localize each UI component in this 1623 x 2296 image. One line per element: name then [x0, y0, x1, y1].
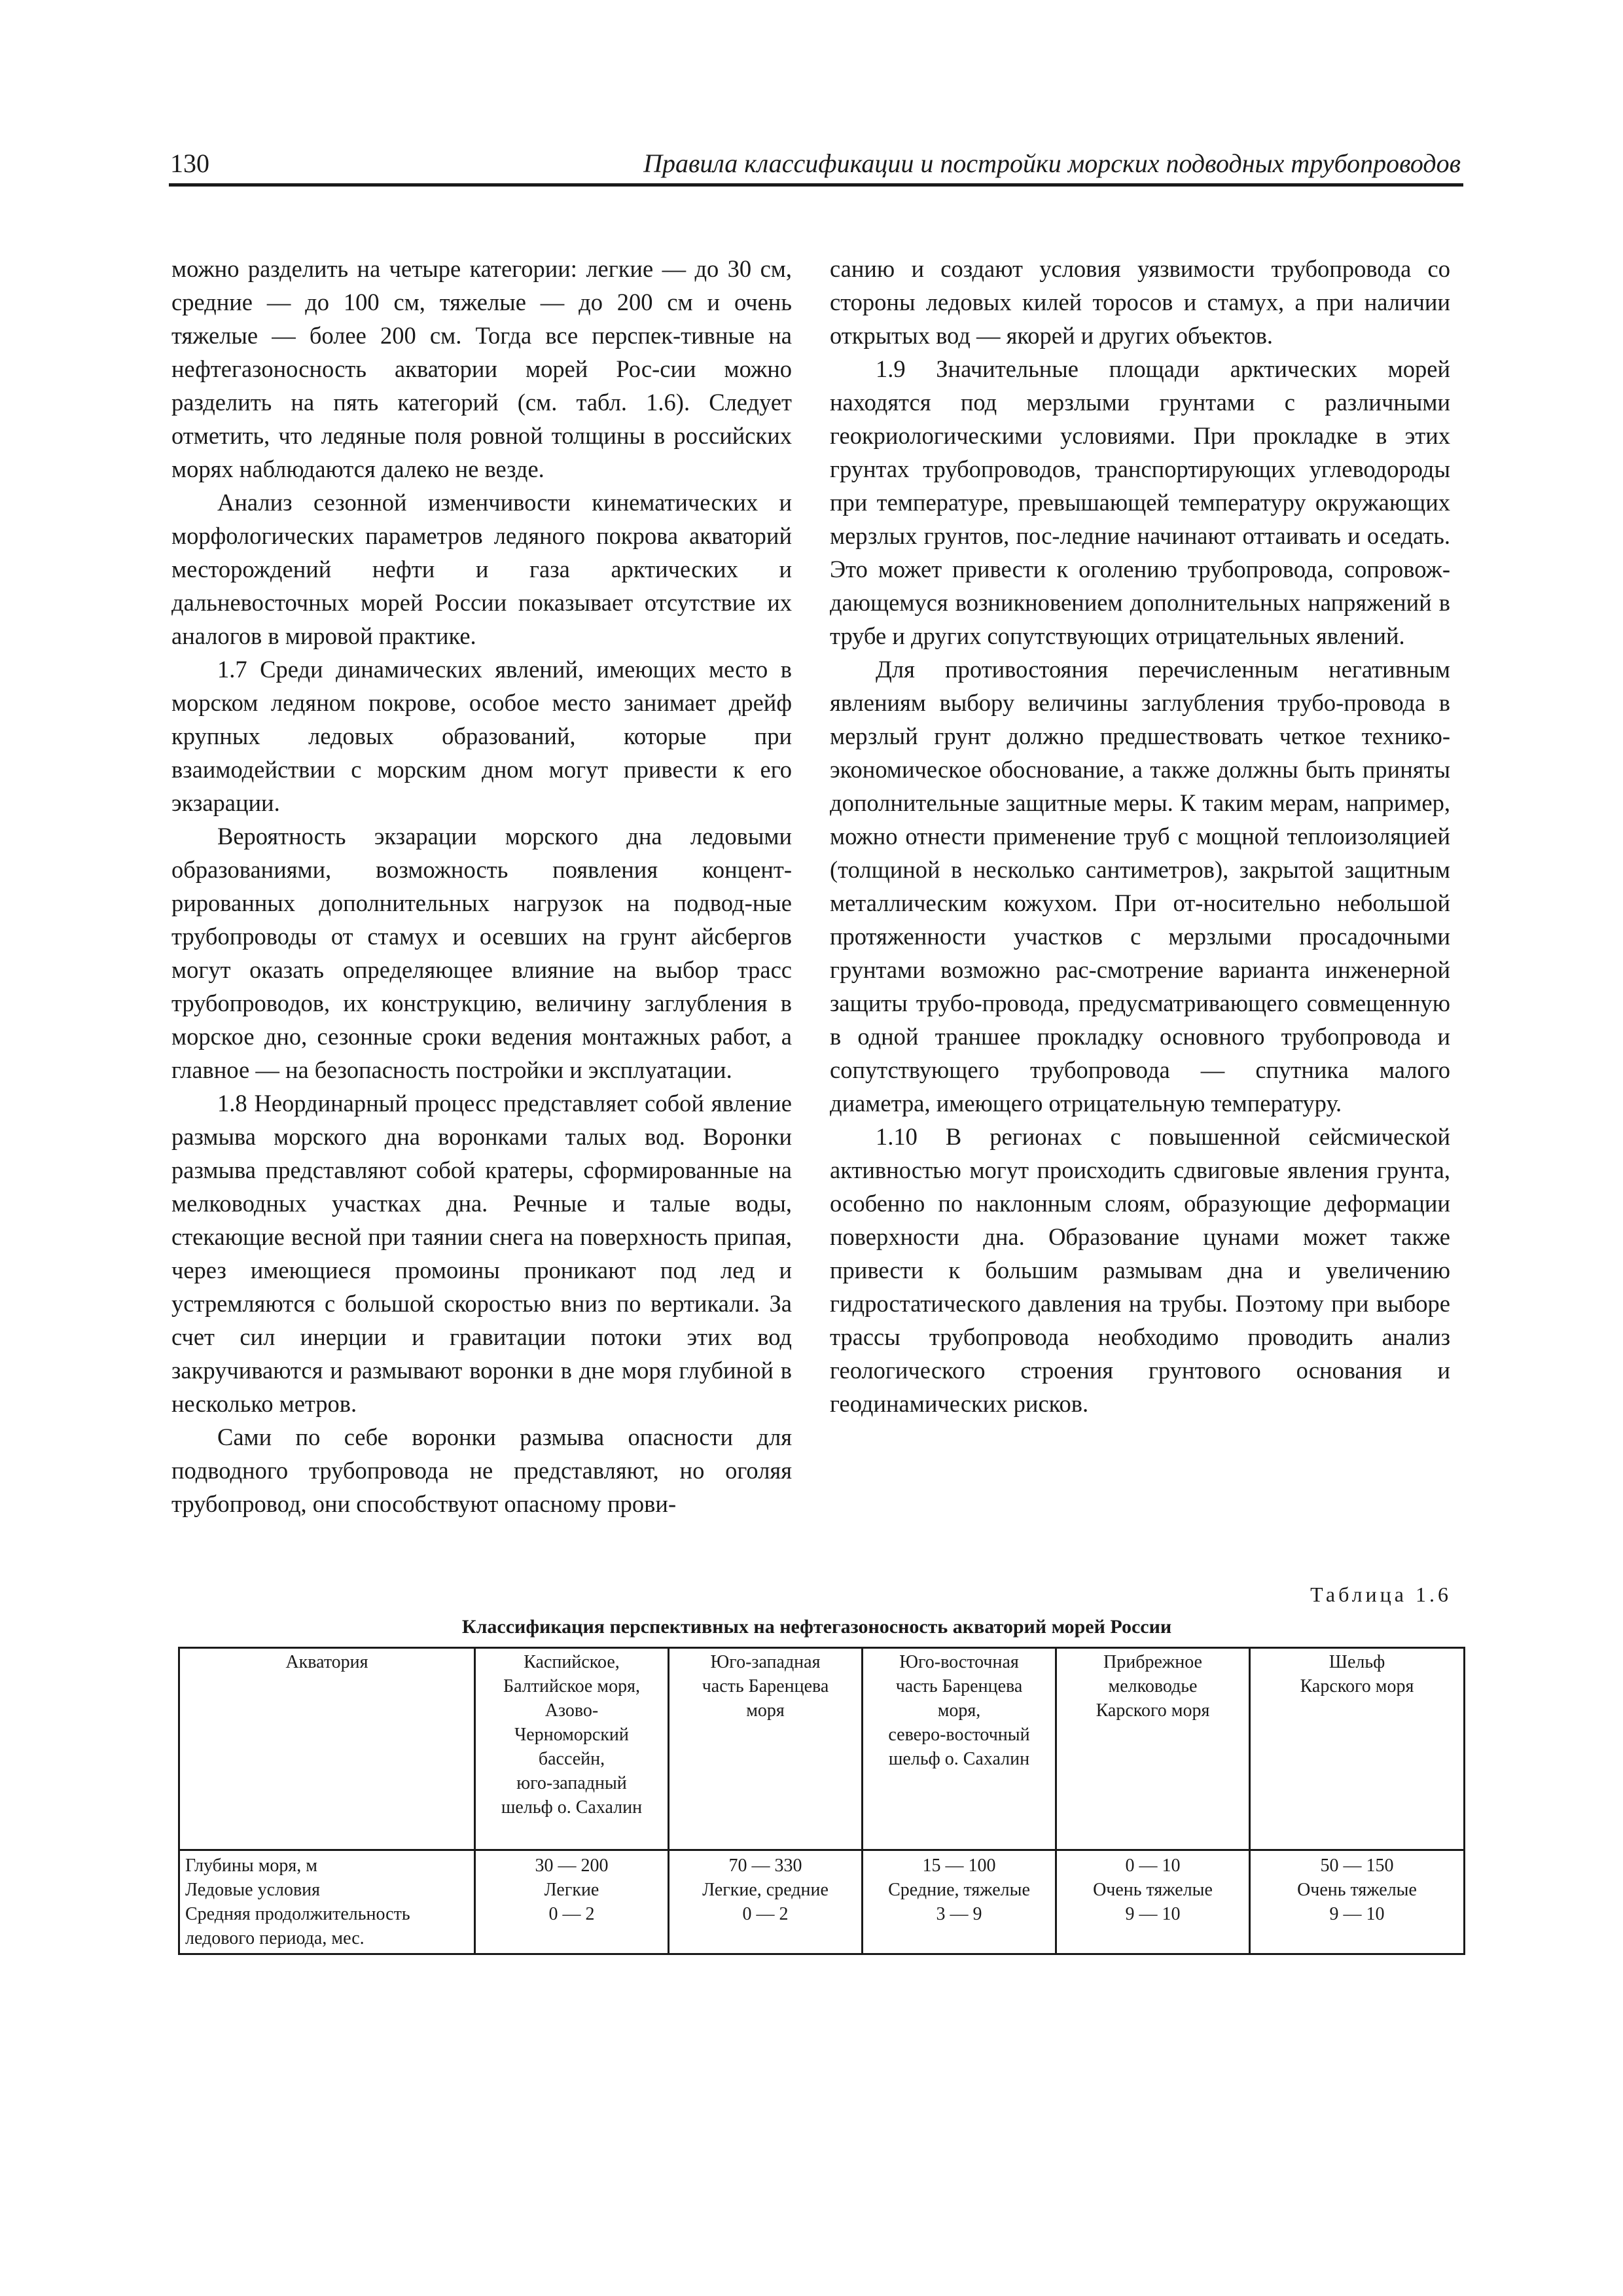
- paragraph: Вероятность экзарации морского дна ледовыми образованиями, возможность появления концент-рированных дополнительных нагрузок на подвод-ные трубопроводы от стамух и осевших на грунт айсбергов могут оказать определяющее влияние на выбор трасс трубопроводов, их конструкцию, величину заглубления в морское дно, сезонные сроки ведения монтажных работ, а главное — на безопасность постройки и эксплуатации.: [171, 823, 792, 1083]
- right-column: [830, 252, 1450, 1420]
- section-1-8: 1.8 Неординарный процесс представляет собой явление размыва морского дна воронками талых вод. Воронки размыва представляют собой кратеры, сформированные на мелководных участках дна. Речные и талые воды, стекающие весной при таянии снега на поверхность припая, через имеющиеся промоины проникают под лед и устремляются с большой скоростью вниз по вертикали. За счет сил инерции и гравитации потоки этих вод закручиваются и размывают воронки в дне моря глубиной в несколько метров.: [171, 1090, 792, 1417]
- running-title: Правила классификации и постройки морских подводных трубопроводов: [643, 149, 1461, 178]
- value-cell: 30 — 200 Легкие 0 — 2: [475, 1850, 669, 1954]
- header-cell: Юго-западная часть Баренцева моря: [669, 1648, 863, 1850]
- classification-table: [178, 1647, 1465, 1955]
- paragraph: Для противостояния перечисленным негативным явлениям выбору величины заглубления трубо-провода в мерзлый грунт должно предшествовать четкое технико-экономическое обоснование, а также должны быть приняты дополнительные защитные меры. К таким мерам, например, можно отнести применение труб с мощной теплоизоляцией (толщиной в несколько сантиметров), закрытой защитным металлическим кожухом. При от-носительно небольшой протяженности участков с мерзлыми просадочными грунтами возможно рас-смотрение варианта инженерной защиты трубо-провода, предусматривающего совмещенную в одной траншее прокладку основного трубопровода и сопутствующего трубопровода — спутника малого диаметра, имеющего отрицательную температуру.: [830, 656, 1450, 1117]
- value-cell: 70 — 330 Легкие, средние 0 — 2: [669, 1850, 863, 1954]
- section-number: 1.8: [217, 1090, 247, 1117]
- paragraph: Анализ сезонной изменчивости кинематических и морфологических параметров ледяного покрова акваторий месторождений нефти и газа арктических и дальневосточных морей России показывает отсутствие их аналогов в мировой практике.: [171, 489, 792, 649]
- table-label: Таблица 1.6: [1310, 1583, 1452, 1606]
- section-1-7: 1.7 Среди динамических явлений, имеющих место в морском ледяном покрове, особое место занимает дрейф крупных ледовых образований, которые при взаимодействии с морским дном могут привести к его экзарации.: [171, 656, 792, 816]
- left-column: [171, 252, 792, 1520]
- paragraph: санию и создают условия уязвимости трубопровода со стороны ледовых килей торосов и стамух, а при наличии открытых вод — якорей и других объектов.: [830, 255, 1450, 349]
- page-number: 130: [170, 149, 209, 178]
- table-row: [179, 1850, 1465, 1954]
- header-cell: Прибрежное мелководье Карского моря: [1056, 1648, 1250, 1850]
- value-cell: 0 — 10 Очень тяжелые 9 — 10: [1056, 1850, 1250, 1954]
- param-cell: Глубины моря, м Ледовые условия Средняя продолжительность ледового периода, мес.: [179, 1850, 475, 1954]
- section-number: 1.9: [876, 355, 906, 382]
- value-cell: 50 — 150 Очень тяжелые 9 — 10: [1250, 1850, 1465, 1954]
- table-header-row: [179, 1648, 1465, 1850]
- paragraph: Сами по себе воронки размыва опасности для подводного трубопровода не представляют, но оголяя трубопровод, они способствуют опасному прови-: [171, 1424, 792, 1517]
- section-1-10: 1.10 В регионах с повышенной сейсмической активностью могут происходить сдвиговые явления грунта, особенно по наклонным слоям, образующие деформации поверхности дна. Образование цунами может также привести к большим размывам дна и увеличению гидростатического давления на трубы. Поэтому при выборе трассы трубопровода необходимо проводить анализ геологического строения грунтового основания и геодинамических рисков.: [830, 1123, 1450, 1417]
- header-cell: Юго-восточная часть Баренцева моря, северо-восточный шельф о. Сахалин: [863, 1648, 1056, 1850]
- section-number: 1.10: [876, 1123, 918, 1150]
- section-number: 1.7: [217, 656, 247, 683]
- value-cell: 15 — 100 Средние, тяжелые 3 — 9: [863, 1850, 1056, 1954]
- header-cell: Шельф Карского моря: [1250, 1648, 1465, 1850]
- paragraph: можно разделить на четыре категории: легкие — до 30 см, средние — до 100 см, тяжелые — до 200 см и очень тяжелые — более 200 см. Тогда все перспек-тивные на нефтегазоносность акватории морей Рос-сии можно разделить на пять категорий (см. табл. 1.6). Следует отметить, что ледяные поля ровной толщины в российских морях наблюдаются далеко не везде.: [171, 255, 792, 482]
- section-1-9: 1.9 Значительные площади арктических морей находятся под мерзлыми грунтами с различными геокриологическими условиями. При прокладке в этих грунтах трубопроводов, транспортирующих углеводороды при температуре, превышающей температуру окружающих мерзлых грунтов, пос-ледние начинают оттаивать и оседать. Это может привести к оголению трубопровода, сопровож-дающемуся возникновением дополнительных напряжений в трубе и других сопутствующих отрицательных явлений.: [830, 355, 1450, 649]
- header-cell: Каспийское, Балтийское моря, Азово- Черноморский бассейн, юго-западный шельф о. Сахалин: [475, 1648, 669, 1850]
- header-cell: Акватория: [179, 1648, 475, 1850]
- table-caption: Классификация перспективных на нефтегазоносность акваторий морей России: [461, 1616, 1172, 1638]
- page-header: [169, 145, 1463, 187]
